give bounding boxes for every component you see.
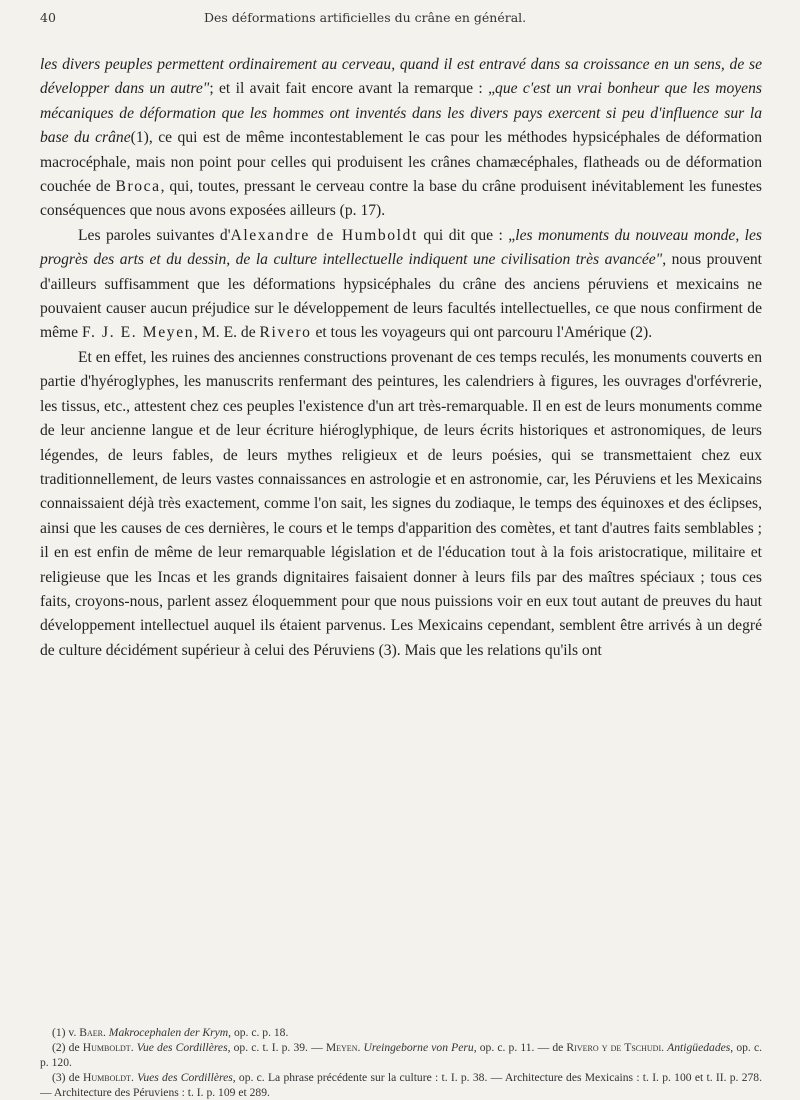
italic-run: les divers peuples permettent ordinairement au cerveau, quand il est entravé dans sa croissance en un sens, de se développer dans un autre" xyxy=(40,56,762,98)
italic-run: les monuments du nouveau monde, les progrès des arts et du dessin, de la culture intellectuelle indiquent une civilisation très avancée" xyxy=(40,226,762,269)
italic-run: Antigüedades xyxy=(667,1041,731,1054)
text-run: , op. c. p. 18. xyxy=(228,1026,289,1039)
footnote-2 xyxy=(40,1040,762,1070)
text-run: . xyxy=(357,1041,364,1054)
italic-run: Makrocephalen der Krym xyxy=(108,1026,229,1039)
footnote-1 xyxy=(40,1025,762,1040)
proper-name: F. J. E. Meyen xyxy=(82,324,195,342)
proper-name: Broca xyxy=(115,178,161,196)
italic-run: Vue des Cordillères xyxy=(136,1041,228,1054)
text-run: (2) de xyxy=(52,1041,83,1054)
text-run: , nous prouvent d'ailleurs suffisamment que les déformations hypsicéphales du crâne des anciens péruviens et mexicains ne pouvaient causer aucun préjudice sur le développement de leurs facultés intellectuelles, ce que nous confirment de même xyxy=(40,251,762,342)
proper-name: Alexandre de Humboldt xyxy=(230,226,418,244)
text-run: Et en effet, les ruines des anciennes constructions provenant de ces temps reculés, les monuments couverts en partie d'hyéroglyphes, les manuscrits renfermant des peintures, les calendriers à figures, les ouvrages d'orfévrerie, les tissus, etc., attestent chez ces peuples l'existence d'un art très-remarquable. Il en est de leurs monuments comme de leur ancienne langue et de leur écriture hiéroglyphique, de leurs écrits historiques et astronomiques, de leurs légendes, de leurs fables, de leurs mythes religieux et de leurs poésies, qui se transmettaient chez eux traditionnellement, de leurs vastes connaissances en astrologie et en astronomie, car, les Péruviens et les Mexicains connaissaient déjà très exactement, comme l'on sait, les signes du zodiaque, le temps des équinoxes et des éclipses, ainsi que les causes de ces dernières, le cours et le temps d'apparition des comètes, et tant d'autres faits semblables ; il en est enfin de même de leur remarquable législation et de l'éducation tout à la fois aristocratique, militaire et religieuse que les Incas et les grands dignitaires faisaient donner à leurs fils par des maîtres spéciaux ; tous ces faits, croyons-nous, parlent assez éloquemment pour que nous puissions voir en eux tout autant de preuves du haut développement intellectuel auquel ils étaient parvenus. Les Mexicains cependant, semblent être arrivés à un degré de culture décidément supérieur à celui des Péruviens (3). Mais que les relations qu'ils ont xyxy=(40,348,762,659)
text-run: , op. c. p. 120. xyxy=(40,1041,763,1069)
text-run: , M. E. de xyxy=(194,324,260,342)
italic-run: que c'est un vrai bonheur que les moyens mécaniques de déformation que les hommes ont inventés dans les divers pays exercent si peu d'influence sur la base du crâne xyxy=(40,80,762,147)
text-run: , op. c. t. I. p. 39. — xyxy=(227,1041,326,1054)
text-run: et tous les voyageurs qui ont parcouru l'Amérique (2). xyxy=(311,324,653,342)
author-name: Humboldt xyxy=(83,1071,131,1084)
paragraph-3 xyxy=(40,346,762,663)
text-run: Les paroles suivantes d' xyxy=(78,226,231,244)
running-header xyxy=(40,10,762,34)
author-name: Humboldt xyxy=(82,1041,131,1054)
text-run: . xyxy=(103,1026,109,1039)
paragraph-2 xyxy=(40,224,762,346)
author-name: Meyen xyxy=(325,1041,358,1054)
footnote-3 xyxy=(40,1070,762,1100)
author-name: Baer xyxy=(79,1026,103,1039)
italic-run: Ureingeborne von Peru xyxy=(363,1041,474,1054)
text-run: , qui, toutes, pressant le cerveau contre la base du crâne produisent inévitablement les funestes conséquences que nous avons exposées ailleurs (p. 17). xyxy=(40,178,762,220)
main-text xyxy=(40,53,762,663)
text-run: ; et il avait fait encore avant la remarque : „ xyxy=(209,80,496,98)
text-run: . xyxy=(130,1071,138,1084)
author-name: Rivero y de Tschudi xyxy=(566,1041,662,1054)
text-run: (1) v. xyxy=(52,1026,80,1039)
footnotes xyxy=(40,1025,762,1100)
text-run: (3) de xyxy=(52,1071,83,1084)
text-run: . xyxy=(661,1041,668,1054)
italic-run: Vues des Cordillères xyxy=(137,1071,233,1084)
paragraph-1 xyxy=(40,53,762,224)
text-run: . xyxy=(130,1041,137,1054)
text-run: , op. c. La phrase précédente sur la culture : t. I. p. 38. — Architecture des Mexicains : t. I. p. 100 et t. II. p. 278. — Architecture des Péruviens : t. I. p. 109 et 289. xyxy=(40,1071,762,1099)
text-run: , op. c. p. 11. — de xyxy=(473,1041,567,1054)
proper-name: Rivero xyxy=(259,324,312,342)
text-run: qui dit que : „ xyxy=(417,226,516,244)
text-run: (1), ce qui est de même incontestablement le cas pour les méthodes hypsicéphales de déformation macrocéphale, mais non point pour celles qui produisent les crânes chamæcéphales, flatheads ou de déformation couchée de xyxy=(40,129,762,196)
page-number: 40 xyxy=(40,10,56,25)
running-title: Des déformations artificielles du crâne en général. xyxy=(204,10,527,25)
